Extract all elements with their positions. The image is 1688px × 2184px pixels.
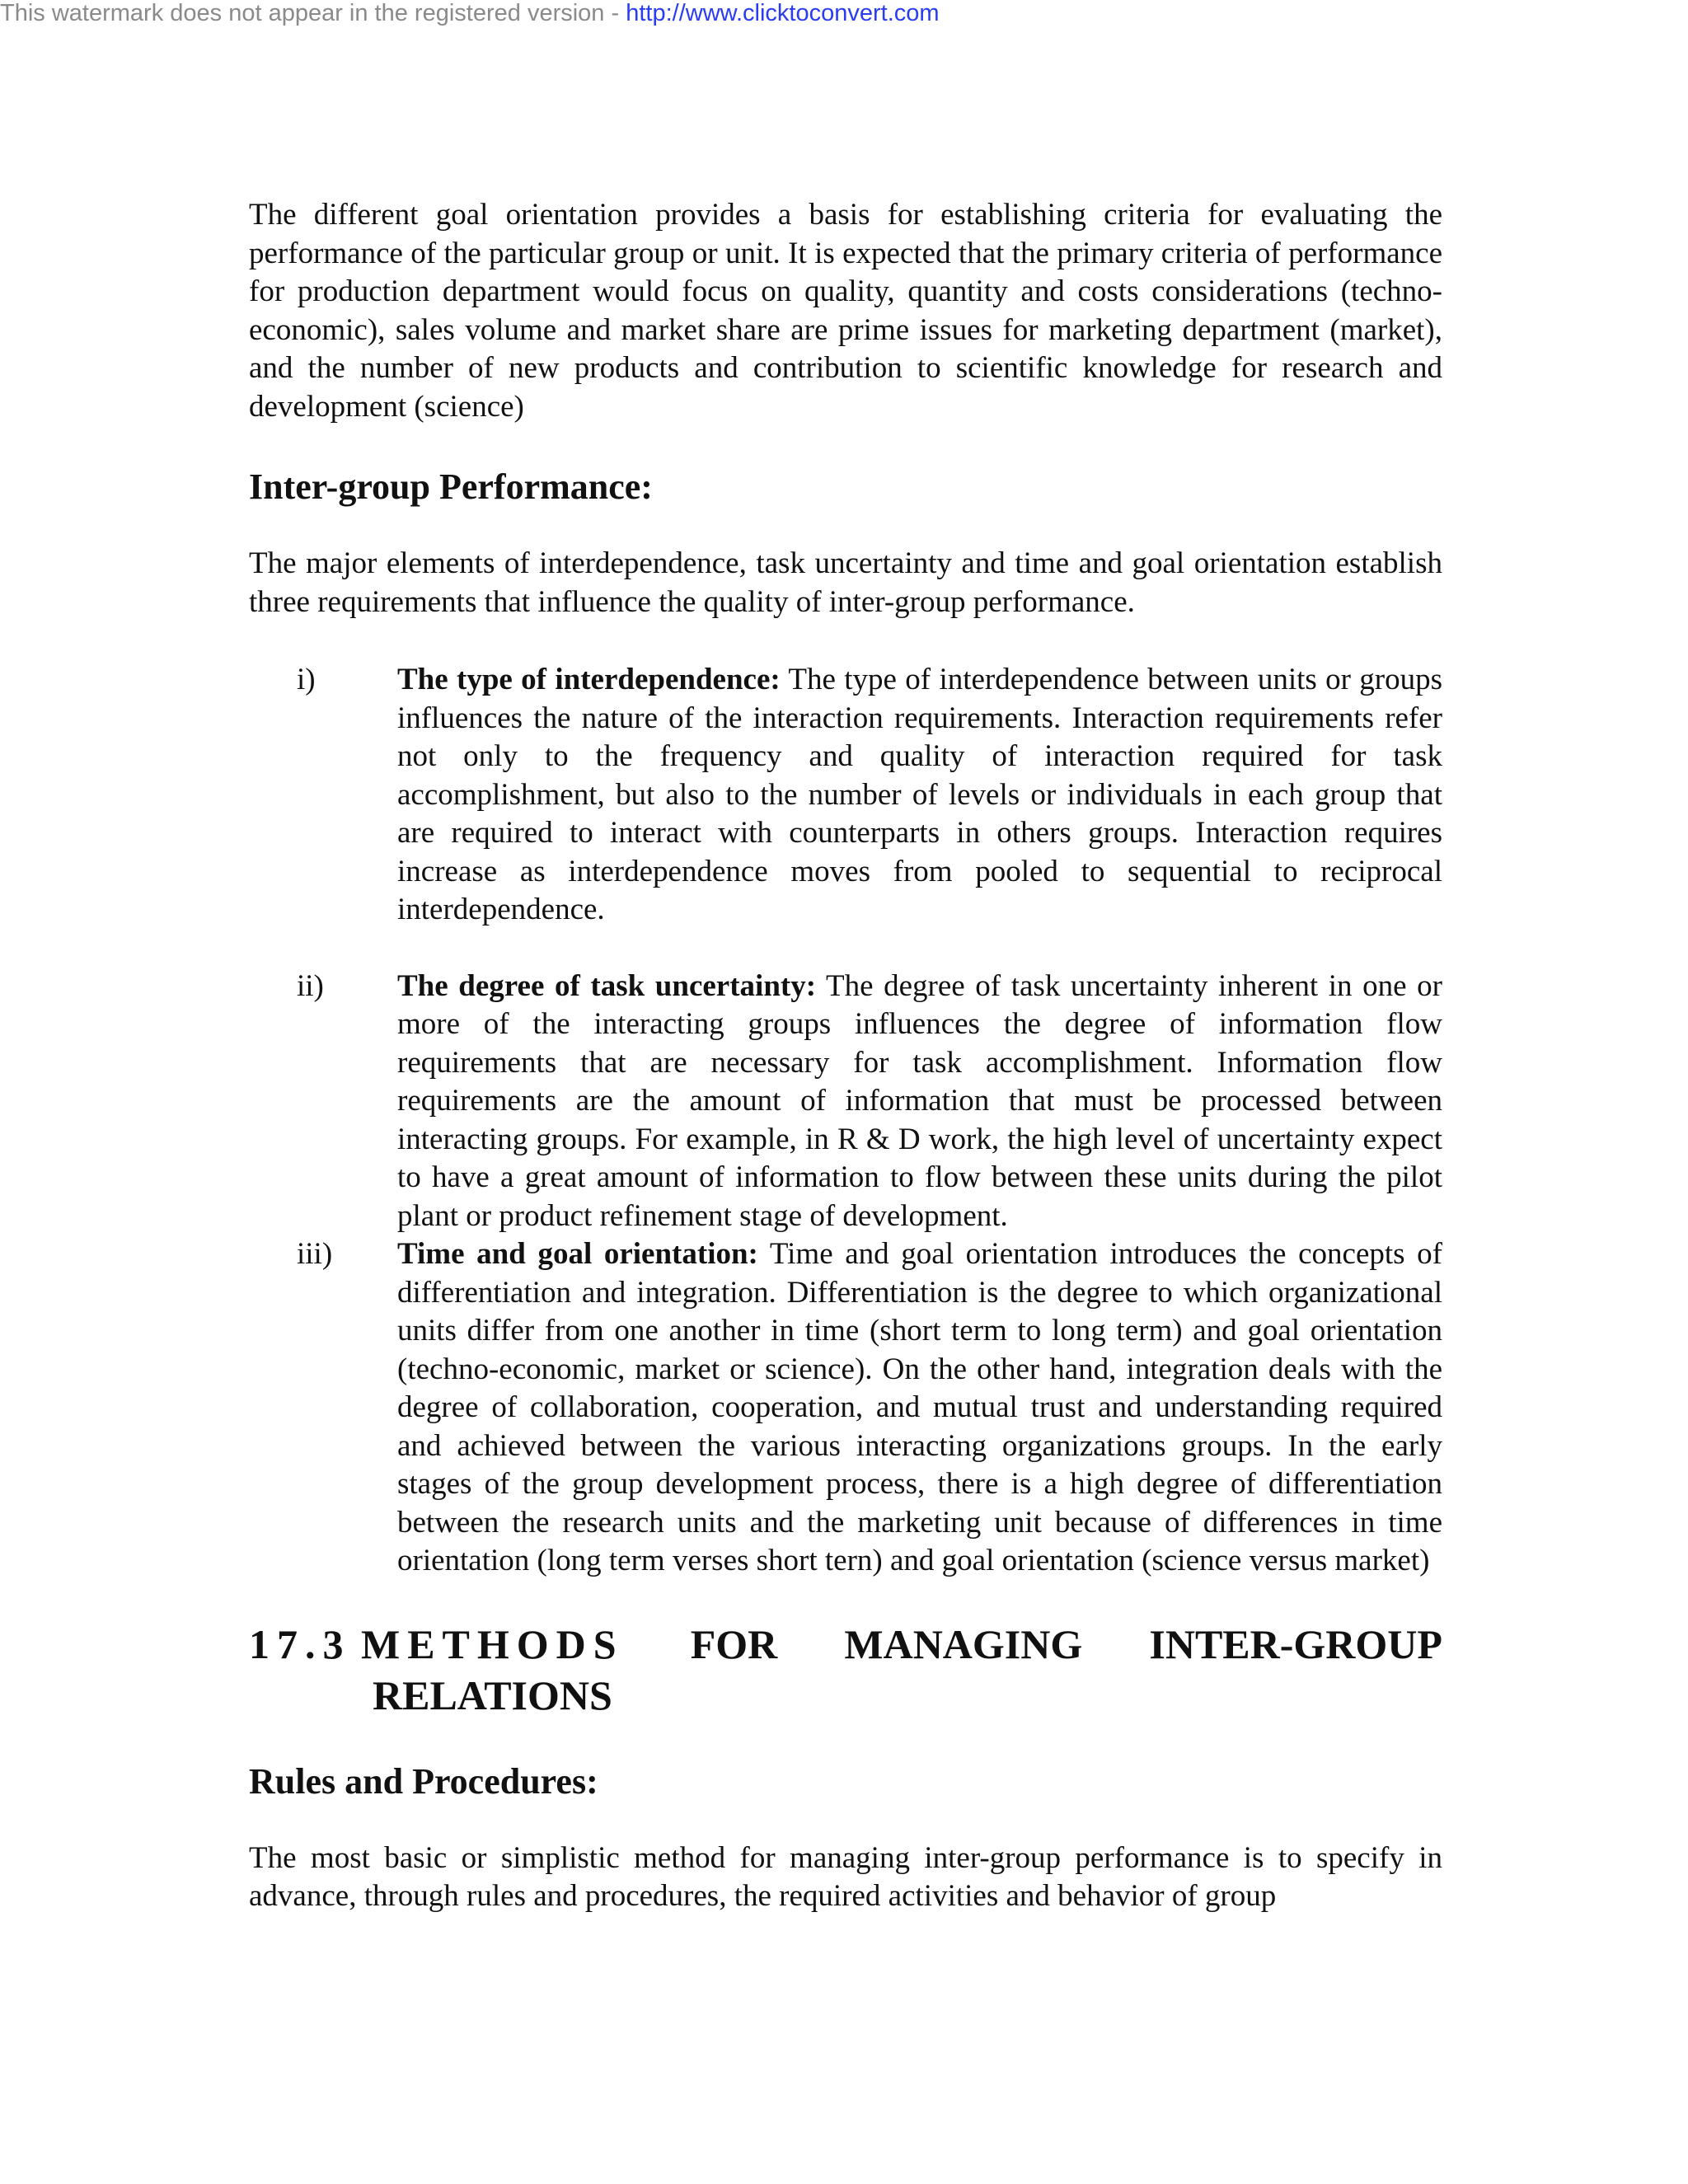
section-number: 17.3: [249, 1620, 351, 1667]
paragraph-major-elements: The major elements of interdependence, task uncertainty and time and goal orientation establish three requirements that influence the quality of inter-group performance.: [249, 546, 1442, 619]
list-item: [249, 1235, 1442, 1581]
list-item-term: The degree of task uncertainty:: [397, 968, 817, 1003]
section-heading-line-2: RELATIONS: [373, 1671, 612, 1718]
list-numeral: i): [297, 663, 316, 696]
list-numeral: ii): [297, 968, 324, 1003]
watermark-banner: [0, 0, 940, 26]
watermark-text: This watermark does not appear in the registered version -: [0, 0, 626, 26]
section-heading-17-3: [249, 1619, 1442, 1721]
list-item-body: The type of interdependence between units or groups influences the nature of the interaction requirements. Interaction requirements refer not only to the frequency and quality of interaction required for task accomplishment, but also to the number of levels or individuals in each group that are required to interact with counterparts in others groups. Interaction requires increase as interdependence moves from pooled to sequential to reciprocal interdependence.: [397, 663, 1443, 926]
paragraph-rules-procedures: The most basic or simplistic method for managing inter-group performance is to specify in advance, through rules and procedures, the required activities and behavior of group: [249, 1840, 1442, 1913]
section-heading-line-1: [249, 1619, 1442, 1670]
section-word-inter-group: INTER-GROUP: [1149, 1620, 1442, 1667]
list-item-term: Time and goal orientation:: [397, 1237, 758, 1271]
list-item: [249, 661, 1442, 930]
section-word-for: FOR: [690, 1620, 778, 1667]
list-item-text: [397, 968, 1442, 1236]
requirements-list: [249, 661, 1442, 1581]
list-item-body: The degree of task uncertainty inherent in one or more of the interacting groups influences the degree of information flow requirements that are necessary for task accomplishment. Information flow requirements are the amount of information that must be processed between interacting groups. For example, in R & D work, the high level of uncertainty expect to have a great amount of information to flow between these units during the pilot plant or product refinement stage of development.: [397, 968, 1442, 1233]
list-item-text: [397, 1235, 1442, 1581]
heading-rules-and-procedures: Rules and Procedures:: [249, 1760, 598, 1802]
section-word-methods: METHODS: [361, 1620, 624, 1667]
list-numeral: iii): [297, 1237, 333, 1271]
list-item: [249, 968, 1442, 1236]
section-heading-lead: [249, 1619, 624, 1670]
section-word-managing: MANAGING: [844, 1620, 1083, 1667]
list-item-body: Time and goal orientation introduces the concepts of differentiation and integration. Differentiation is the degree to which organizational units differ from one another in time (short term to long term) and goal orientation (techno-economic, market or science). On the other hand, integration deals with the degree of collaboration, cooperation, and mutual trust and understanding required and achieved between the various interacting organizations groups. In the early stages of the group development process, there is a high degree of differentiation between the research units and the marketing unit because of differences in time orientation (long term verses short tern) and goal orientation (science versus market): [397, 1237, 1442, 1577]
heading-inter-group-performance: Inter-group Performance:: [249, 466, 653, 507]
list-item-text: [397, 661, 1442, 930]
paragraph-goal-orientation: The different goal orientation provides a basis for establishing criteria for evaluating the performance of the particular group or unit. It is expected that the primary criteria of performance for production department would focus on quality, quantity and costs considerations (techno-economic), sales volume and market share are prime issues for marketing department (market), and the number of new products and contribution to scientific knowledge for research and development (science): [249, 198, 1442, 424]
document-body: [249, 196, 1442, 1916]
watermark-link[interactable]: http://www.clicktoconvert.com: [626, 0, 940, 26]
list-item-term: The type of interdependence:: [397, 663, 781, 696]
